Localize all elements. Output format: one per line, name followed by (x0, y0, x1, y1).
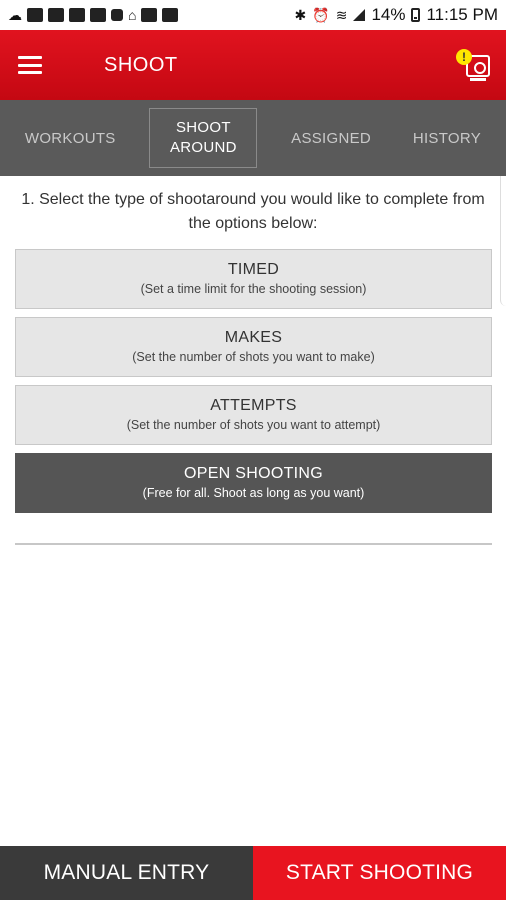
scroll-edge (500, 176, 506, 306)
alert-badge: ! (456, 49, 472, 65)
battery-percent: 14% (371, 5, 406, 24)
menu-button[interactable] (0, 30, 60, 100)
divider (15, 543, 492, 545)
status-bar (0, 0, 506, 30)
start-shooting-button[interactable]: START SHOOTING (253, 846, 506, 900)
app-notification-icon (141, 8, 157, 22)
option-title: TIMED (227, 261, 280, 278)
option-title: ATTEMPTS (210, 397, 297, 414)
tab-shoot-around[interactable]: SHOOT AROUND (149, 108, 257, 168)
alarm-icon: ⏰ (312, 7, 330, 23)
bottom-action-bar (0, 846, 506, 900)
page-title: SHOOT (104, 53, 178, 76)
option-subtitle: (Free for all. Shoot as long as you want) (142, 486, 365, 500)
app-notification-icon (69, 8, 85, 22)
option-subtitle: (Set the number of shots you want to attempt) (126, 418, 381, 432)
option-attempts[interactable] (15, 385, 492, 445)
instructions-text: 1. Select the type of shootaround you would like to complete from the options below: (21, 191, 485, 232)
tab-bar (0, 100, 506, 176)
tab-assigned[interactable]: ASSIGNED (291, 129, 372, 147)
option-makes[interactable] (15, 317, 492, 377)
device-button[interactable] (452, 43, 496, 87)
battery-icon (411, 8, 420, 22)
message-icon (48, 8, 64, 22)
option-title: MAKES (224, 329, 283, 346)
home-icon: ⌂ (128, 7, 137, 23)
app-notification-icon (90, 8, 106, 22)
mail-icon (27, 8, 43, 22)
app-bar (0, 30, 506, 100)
option-timed[interactable] (15, 249, 492, 309)
option-subtitle: (Set the number of shots you want to make) (132, 350, 375, 364)
clock: 11:15 PM (426, 5, 498, 24)
system-status (295, 5, 498, 25)
hamburger-menu-icon (18, 56, 42, 74)
app-notification-icon (162, 8, 178, 22)
option-title: OPEN SHOOTING (183, 465, 324, 482)
option-open-shooting[interactable] (15, 453, 492, 513)
weather-icon: ☁ (8, 7, 22, 23)
option-subtitle: (Set a time limit for the shooting session) (140, 282, 367, 296)
wifi-icon: ≋ (335, 7, 348, 23)
tab-workouts[interactable]: WORKOUTS (24, 129, 116, 147)
app-notification-icon (111, 9, 123, 21)
signal-icon (353, 9, 365, 21)
bluetooth-icon: ✱ (294, 7, 307, 23)
tab-history[interactable]: HISTORY (412, 129, 482, 147)
manual-entry-button[interactable]: MANUAL ENTRY (0, 846, 253, 900)
notification-icons (8, 8, 178, 22)
